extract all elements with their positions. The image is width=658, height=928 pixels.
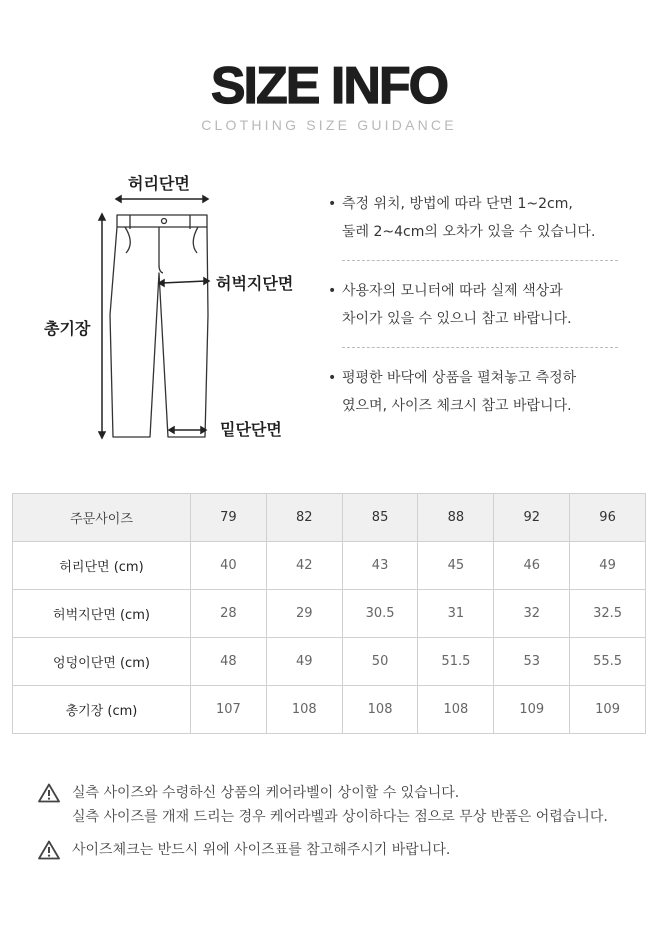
table-row bbox=[13, 638, 646, 686]
table-cell: 29 bbox=[266, 590, 342, 638]
note-line: 사용자의 모니터에 따라 실제 색상과 bbox=[342, 283, 563, 299]
table-cell: 45 bbox=[418, 542, 494, 590]
table-cell: 32.5 bbox=[570, 590, 646, 638]
table-header-cell: 88 bbox=[418, 494, 494, 542]
table-cell: 55.5 bbox=[570, 638, 646, 686]
page-subtitle: CLOTHING SIZE GUIDANCE bbox=[201, 117, 457, 133]
note-line: 둘레 2~4cm의 오차가 있을 수 있습니다. bbox=[342, 224, 596, 240]
warning-notice bbox=[38, 781, 638, 829]
table-header-row bbox=[13, 494, 646, 542]
divider bbox=[342, 260, 618, 261]
table-cell: 108 bbox=[418, 686, 494, 734]
pants-illustration bbox=[40, 165, 320, 455]
note-item bbox=[328, 277, 628, 333]
row-label: 허리단면 (cm) bbox=[13, 542, 191, 590]
hem-label: 밑단단면 bbox=[220, 420, 282, 439]
warning-line: 사이즈체크는 반드시 위에 사이즈표를 참고해주시기 바랍니다. bbox=[72, 842, 451, 858]
note-line: 차이가 있을 수 있으니 참고 바랍니다. bbox=[342, 311, 572, 327]
note-item bbox=[328, 190, 628, 246]
note-line: 평평한 바닥에 상품을 펼쳐놓고 측정하 bbox=[342, 370, 577, 386]
length-label: 총기장 bbox=[44, 319, 91, 338]
table-row bbox=[13, 590, 646, 638]
thigh-label: 허벅지단면 bbox=[216, 274, 294, 293]
page-title: SIZE INFO bbox=[210, 57, 448, 115]
table-header-cell: 85 bbox=[342, 494, 418, 542]
size-table bbox=[12, 493, 646, 734]
warning-line: 실측 사이즈를 개재 드리는 경우 케어라벨과 상이하다는 점으로 무상 반품은 어렵습니다. bbox=[72, 809, 608, 825]
table-header-cell: 96 bbox=[570, 494, 646, 542]
table-row bbox=[13, 686, 646, 734]
table-cell: 109 bbox=[570, 686, 646, 734]
table-header-cell: 82 bbox=[266, 494, 342, 542]
table-cell: 28 bbox=[191, 590, 267, 638]
note-item bbox=[328, 364, 628, 420]
table-cell: 109 bbox=[494, 686, 570, 734]
pants-diagram bbox=[40, 165, 320, 455]
row-label: 허벅지단면 (cm) bbox=[13, 590, 191, 638]
table-cell: 30.5 bbox=[342, 590, 418, 638]
table-header-cell: 주문사이즈 bbox=[13, 494, 191, 542]
row-label: 엉덩이단면 (cm) bbox=[13, 638, 191, 686]
waist-label: 허리단면 bbox=[128, 174, 190, 193]
bullet-icon: • bbox=[328, 196, 337, 212]
table-cell: 31 bbox=[418, 590, 494, 638]
bullet-icon: • bbox=[328, 370, 337, 386]
warning-notice bbox=[38, 838, 638, 862]
table-cell: 46 bbox=[494, 542, 570, 590]
divider bbox=[342, 347, 618, 348]
table-cell: 49 bbox=[266, 638, 342, 686]
table-cell: 43 bbox=[342, 542, 418, 590]
row-label: 총기장 (cm) bbox=[13, 686, 191, 734]
warning-triangle-icon bbox=[38, 783, 60, 803]
measurement-notes bbox=[328, 190, 628, 420]
table-cell: 108 bbox=[342, 686, 418, 734]
table-cell: 108 bbox=[266, 686, 342, 734]
table-cell: 53 bbox=[494, 638, 570, 686]
table-cell: 50 bbox=[342, 638, 418, 686]
table-row bbox=[13, 542, 646, 590]
table-cell: 107 bbox=[191, 686, 267, 734]
note-line: 측정 위치, 방법에 따라 단면 1~2cm, bbox=[342, 196, 573, 212]
table-cell: 32 bbox=[494, 590, 570, 638]
table-cell: 40 bbox=[191, 542, 267, 590]
warning-line: 실측 사이즈와 수령하신 상품의 케어라벨이 상이할 수 있습니다. bbox=[72, 785, 460, 801]
table-cell: 49 bbox=[570, 542, 646, 590]
table-header-cell: 79 bbox=[191, 494, 267, 542]
table-cell: 42 bbox=[266, 542, 342, 590]
warning-triangle-icon bbox=[38, 840, 60, 860]
bullet-icon: • bbox=[328, 283, 337, 299]
table-header-cell: 92 bbox=[494, 494, 570, 542]
note-line: 였으며, 사이즈 체크시 참고 바랍니다. bbox=[342, 398, 572, 414]
table-cell: 48 bbox=[191, 638, 267, 686]
table-cell: 51.5 bbox=[418, 638, 494, 686]
